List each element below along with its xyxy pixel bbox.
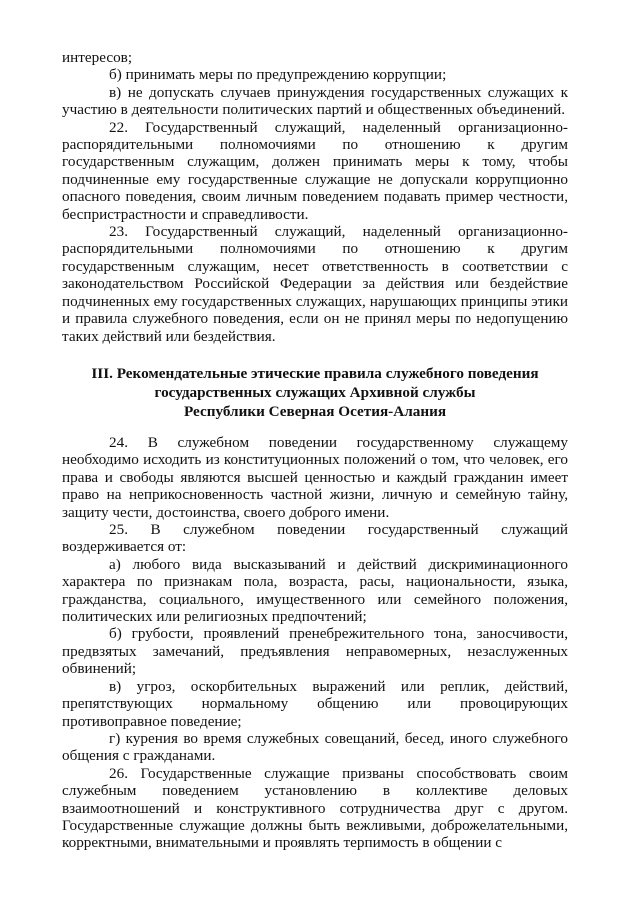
section-obligations bbox=[62, 49, 568, 345]
paragraph-item-v: в) не допускать случаев принуждения государственных служащих к участию в деятельности политических партий и общественных объединений. bbox=[62, 83, 568, 119]
paragraph-item-v: в) угроз, оскорбительных выражений или реплик, действий, препятствующих нормальному общению или провоцирующих противоправное поведение; bbox=[62, 677, 568, 730]
paragraph-22: 22. Государственный служащий, наделенный организационно-распорядительными полномочиями по отношению к другим государственным служащим, должен принимать меры к тому, чтобы подчиненные ему государственные служащие не допускали коррупционно опасного поведения, своим личным поведением подавать пример честности, беспристрастности и справедливости. bbox=[62, 118, 568, 223]
paragraph-item-b: б) принимать меры по предупреждению коррупции; bbox=[109, 66, 447, 84]
paragraph-24: 24. В служебном поведении государственному служащему необходимо исходить из конституционных положений о том, что человек, его права и свободы являются высшей ценностью и каждый гражданин имеет право на неприкосновенность частной жизни, личную и семейную тайну, защиту чести, достоинства, своего доброго имени. bbox=[62, 434, 568, 521]
section-recommendations bbox=[62, 434, 568, 852]
paragraph-item-g: г) курения во время служебных совещаний, бесед, иного служебного общения с гражданами. bbox=[62, 729, 568, 765]
paragraph-item-a: а) любого вида высказываний и действий дискриминационного характера по признакам пола, возраста, расы, национальности, языка, гражданства, социального, имущественного или семейного положения, политических или религиозных предпочтений; bbox=[62, 555, 568, 626]
heading-line-3: Республики Северная Осетия-Алания bbox=[183, 403, 447, 420]
paragraph-23: 23. Государственный служащий, наделенный организационно-распорядительными полномочиями по отношению к другим государственным служащим, несет ответственность в соответствии с законодательством Российской Федерации за действия или бездействие подчиненных ему государственных служащих, нарушающих принципы этики и правила служебного поведения, если он не принял меры по недопущению таких действий или бездействия. bbox=[62, 223, 568, 345]
paragraph-item-b: б) грубости, проявлений пренебрежительного тона, заносчивости, предвзятых замечаний, предъявления неправомерных, незаслуженных обвинений; bbox=[62, 625, 568, 678]
heading-line-1: III. Рекомендательные этические правила служебного поведения bbox=[91, 365, 539, 382]
paragraph-26: 26. Государственные служащие призваны способствовать своим служебным поведением установлению в коллективе деловых взаимоотношений и конструктивного сотрудничества друг с другом. Государственные служащие должны быть вежливыми, доброжелательными, корректными, внимательными и проявлять терпимость в общении с bbox=[62, 764, 568, 852]
section-heading bbox=[62, 364, 568, 421]
paragraph-25: 25. В служебном поведении государственный служащий воздерживается от: bbox=[62, 521, 568, 556]
paragraph-continuation: интересов; bbox=[62, 49, 133, 66]
heading-line-2: государственных служащих Архивной службы bbox=[154, 384, 476, 401]
